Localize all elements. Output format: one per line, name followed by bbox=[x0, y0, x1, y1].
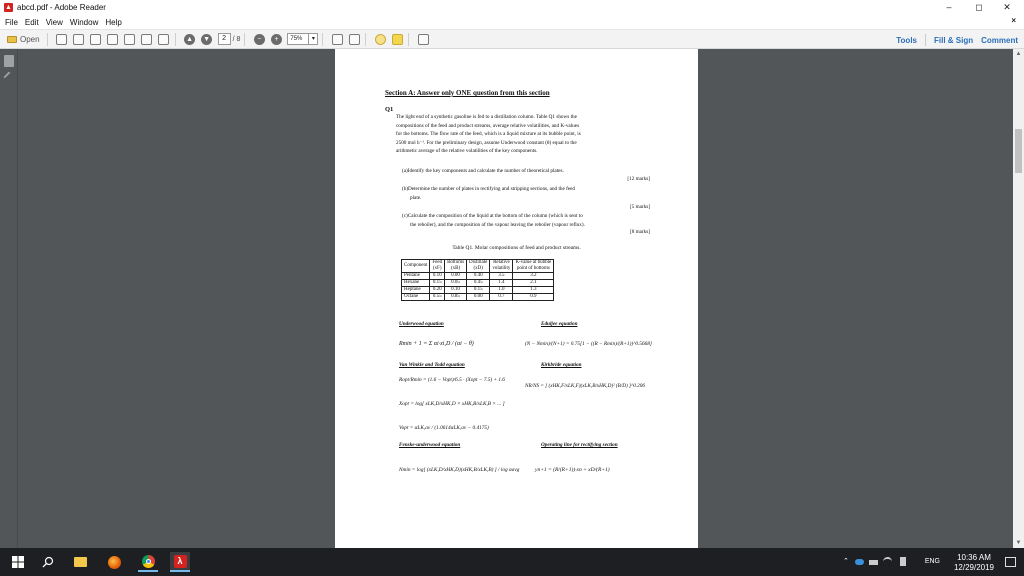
scrollbar-thumb[interactable] bbox=[1015, 129, 1022, 173]
header-subtext: volatility bbox=[492, 266, 511, 271]
onedrive-icon[interactable] bbox=[855, 559, 864, 565]
divider bbox=[322, 33, 323, 46]
divider bbox=[365, 33, 366, 46]
cell: 2.1 bbox=[513, 280, 554, 287]
edit-pdf-button[interactable] bbox=[72, 32, 86, 46]
chrome-shape bbox=[142, 555, 155, 568]
print-button[interactable] bbox=[140, 32, 154, 46]
divider bbox=[47, 33, 48, 46]
menu-window[interactable]: Window bbox=[69, 17, 99, 27]
question-number: Q1 bbox=[385, 106, 394, 113]
cell: 0.85 bbox=[445, 294, 467, 301]
share-button[interactable] bbox=[106, 32, 120, 46]
email-icon bbox=[158, 34, 169, 45]
menu-file[interactable]: File bbox=[5, 17, 18, 27]
van-winkle-equation-3: Vopt = αLK,av / (1.0614αLK,av − 0.4175) bbox=[399, 425, 489, 431]
operating-line-equation: yn+1 = (R/(R+1))·xn + xD/(R+1) bbox=[535, 467, 610, 473]
intro-line: for the bottoms. The flow rate of the feed, which is a liquid mixture at its bubble point, is bbox=[396, 131, 581, 138]
header-text: Feed bbox=[432, 260, 443, 265]
cell: Pentane bbox=[402, 273, 430, 280]
file-explorer-icon[interactable] bbox=[70, 552, 90, 572]
van-winkle-label: Van Winkle and Todd equation bbox=[399, 362, 465, 368]
minimize-button[interactable]: – bbox=[946, 2, 952, 12]
cell: 1.4 bbox=[490, 280, 513, 287]
next-page-button[interactable] bbox=[200, 32, 214, 46]
question-c-line: (c)Calculate the composition of the liquid at the bottom of the column (which is sent to bbox=[402, 213, 583, 219]
header-subtext: point of bottoms bbox=[516, 266, 550, 271]
section-title: Section A: Answer only ONE question from this section bbox=[385, 89, 550, 97]
cell: 0.10 bbox=[445, 287, 467, 294]
kirkbride-equation: NR/NS = [ (xHK,F/xLK,F)(xLK,B/xHK,D)² (B/D) ]^0.206 bbox=[525, 383, 645, 389]
comment-link[interactable]: Comment bbox=[981, 35, 1018, 45]
intro-line: compositions of the feed and product streams, average relative volatilities, and K-values bbox=[396, 122, 580, 129]
question-c-line: the reboiler), and the composition of the vapour leaving the reboiler (vapour reflux). bbox=[410, 221, 585, 228]
fit-page-icon bbox=[332, 34, 343, 45]
header-subtext: (xD) bbox=[473, 266, 483, 271]
cell: 0.55 bbox=[430, 294, 445, 301]
save-icon bbox=[124, 34, 135, 45]
pdf-page bbox=[335, 49, 698, 548]
page-number-input[interactable]: 2 bbox=[218, 33, 231, 45]
van-winkle-equation-1: Ropt/Rmin = (1.6 − Vopt)/6.5 · (Xopt − 7.5) + 1.6 bbox=[399, 377, 505, 383]
divider bbox=[244, 33, 245, 46]
cell: 1.0 bbox=[490, 287, 513, 294]
cell: 0.15 bbox=[467, 287, 490, 294]
windows-start-icon[interactable] bbox=[8, 552, 28, 572]
header-feed bbox=[430, 260, 445, 273]
share-icon bbox=[107, 34, 118, 45]
cell: 1.3 bbox=[513, 287, 554, 294]
close-button[interactable]: ✕ bbox=[1003, 2, 1011, 12]
menu-help[interactable]: Help bbox=[105, 17, 122, 27]
marks-a: [12 marks] bbox=[627, 176, 650, 182]
header-distillate bbox=[467, 260, 490, 273]
header-text: Component bbox=[404, 263, 428, 268]
question-b-line: (b)Determine the number of plates in rectifying and stripping sections, and the feed bbox=[402, 186, 576, 192]
save-button[interactable] bbox=[123, 32, 137, 46]
firefox-icon[interactable] bbox=[104, 552, 124, 572]
fit-width-icon bbox=[349, 34, 360, 45]
underwood-label: Underwood equation bbox=[399, 321, 444, 327]
page-thumbnails-icon[interactable] bbox=[4, 55, 14, 67]
van-winkle-equation-2: Xopt = log[ xLK,D/xHK,D × xHK,B/xLK,B × ... ] bbox=[399, 401, 505, 407]
menu-edit[interactable]: Edit bbox=[24, 17, 39, 27]
firefox-shape bbox=[108, 556, 121, 569]
print-icon bbox=[141, 34, 152, 45]
minus-icon: − bbox=[254, 34, 265, 45]
fit-width-button[interactable] bbox=[347, 32, 361, 46]
cell: 0.00 bbox=[467, 294, 490, 301]
table-row bbox=[402, 280, 554, 287]
intro-paragraph bbox=[396, 113, 581, 156]
header-volatility bbox=[490, 260, 513, 273]
header-component bbox=[402, 260, 430, 273]
close-document-icon[interactable]: × bbox=[1011, 16, 1016, 25]
cell: 3.2 bbox=[513, 273, 554, 280]
cell: 3.5 bbox=[490, 273, 513, 280]
folder-icon bbox=[7, 36, 17, 43]
header-text: Distillate bbox=[469, 260, 488, 265]
battery-icon[interactable] bbox=[869, 560, 878, 565]
comment-icon bbox=[375, 34, 386, 45]
eduljee-label: Eduljee equation bbox=[541, 321, 578, 327]
header-kvalue bbox=[513, 260, 554, 273]
cell: Octane bbox=[402, 294, 430, 301]
fill-sign-link[interactable]: Fill & Sign bbox=[934, 35, 974, 45]
adobe-reader-taskbar-icon[interactable] bbox=[170, 552, 190, 572]
wifi-icon[interactable] bbox=[883, 557, 892, 566]
intro-line: arithmetic average of the relative volatilities of the key components. bbox=[396, 148, 538, 155]
table-row bbox=[402, 294, 554, 301]
table-header-row bbox=[402, 260, 554, 273]
cell: 0.20 bbox=[430, 287, 445, 294]
taskbar bbox=[0, 548, 1024, 576]
cell: 0.45 bbox=[467, 280, 490, 287]
expand-icon bbox=[418, 34, 429, 45]
email-button[interactable] bbox=[157, 32, 171, 46]
table-row bbox=[402, 273, 554, 280]
volume-icon[interactable] bbox=[900, 557, 906, 566]
create-pdf-button[interactable] bbox=[55, 32, 69, 46]
intro-line: The light end of a synthetic gasoline is fed to a distillation column. Table Q1 shows the bbox=[396, 114, 577, 120]
intro-line: 2500 mol h⁻¹. For the preliminary design, assume Underwood constant (θ) equal to the bbox=[396, 139, 577, 146]
underwood-equation: Rmin + 1 = Σ αi·xi,D / (αi − θ) bbox=[399, 341, 474, 347]
menu-view[interactable]: View bbox=[45, 17, 63, 27]
comment-bubble-button[interactable] bbox=[373, 32, 387, 46]
cell: Hexane bbox=[402, 280, 430, 287]
scroll-up-icon[interactable]: ▲ bbox=[1015, 51, 1022, 57]
expand-button[interactable] bbox=[416, 32, 430, 46]
fit-page-button[interactable] bbox=[330, 32, 344, 46]
table-row bbox=[402, 287, 554, 294]
page-total: / 8 bbox=[232, 35, 241, 43]
language-indicator[interactable]: ENG bbox=[924, 558, 940, 565]
highlight-button[interactable] bbox=[390, 32, 404, 46]
fenske-equation: Nmin = log[ (xLK,D/xHK,D)(xHK,B/xLK,B) ] / log αavg bbox=[399, 467, 520, 473]
clock[interactable] bbox=[954, 553, 994, 573]
cell: 0.15 bbox=[430, 280, 445, 287]
arrow-up-icon: ▲ bbox=[184, 34, 195, 45]
zoom-out-button[interactable] bbox=[252, 32, 266, 46]
clock-time: 10:36 AM bbox=[957, 553, 991, 562]
highlight-icon bbox=[392, 34, 403, 45]
toolbar bbox=[0, 29, 1024, 49]
cell: 0.40 bbox=[467, 273, 490, 280]
adobe-reader-icon: ▲ bbox=[5, 4, 12, 11]
header-subtext: (xB) bbox=[450, 266, 461, 271]
right-panel-links bbox=[888, 30, 1018, 50]
marks-c: [8 marks] bbox=[629, 229, 650, 235]
question-c bbox=[402, 212, 585, 229]
table-caption: Table Q1. Molar compositions of feed and product streams. bbox=[452, 245, 581, 251]
document-viewer bbox=[18, 49, 1013, 548]
open-label: Open bbox=[20, 34, 40, 44]
window-title: abcd.pdf - Adobe Reader bbox=[17, 3, 106, 12]
operating-line-label: Operating line for rectifying section bbox=[541, 442, 618, 448]
sign-button[interactable] bbox=[89, 32, 103, 46]
marks-b: [5 marks] bbox=[629, 204, 650, 210]
plus-icon: + bbox=[271, 34, 282, 45]
create-pdf-icon bbox=[56, 34, 67, 45]
header-text: K-value at bubble bbox=[515, 260, 552, 265]
question-a: (a)Identify the key components and calculate the number of theoretical plates. bbox=[402, 168, 564, 174]
cell: 0.05 bbox=[445, 280, 467, 287]
composition-table bbox=[401, 259, 554, 301]
header-bottoms bbox=[445, 260, 467, 273]
divider bbox=[175, 33, 176, 46]
search-icon[interactable] bbox=[38, 552, 58, 572]
scroll-down-icon[interactable]: ▼ bbox=[1015, 540, 1022, 546]
notifications-icon[interactable] bbox=[1005, 557, 1016, 567]
fenske-label: Fenske-underwood equation bbox=[399, 442, 461, 448]
sign-icon bbox=[90, 34, 101, 45]
header-text: Bottoms bbox=[447, 260, 465, 265]
open-button[interactable] bbox=[4, 32, 43, 46]
file-explorer-shape bbox=[74, 557, 87, 567]
title-bar bbox=[0, 0, 1024, 15]
vertical-scrollbar[interactable] bbox=[1013, 49, 1024, 548]
header-text: Relative bbox=[493, 260, 510, 265]
header-subtext: (xF) bbox=[432, 266, 442, 271]
cell: 0.9 bbox=[513, 294, 554, 301]
clock-date: 12/29/2019 bbox=[953, 563, 994, 572]
tray-expand-icon[interactable]: ⌃ bbox=[843, 558, 849, 565]
question-b-line: plate. bbox=[410, 194, 422, 201]
cell: Heptane bbox=[402, 287, 430, 294]
chrome-icon[interactable] bbox=[138, 552, 158, 572]
zoom-in-button[interactable] bbox=[269, 32, 283, 46]
cell: 0.10 bbox=[430, 273, 445, 280]
divider bbox=[925, 34, 926, 46]
eduljee-equation: (N − Nmin)/(N+1) = 0.75[1 − ((R − Rmin)/(R+1))^0.5668] bbox=[525, 341, 652, 347]
maximize-button[interactable]: ◻ bbox=[975, 2, 983, 12]
previous-page-button[interactable] bbox=[183, 32, 197, 46]
menu-bar bbox=[0, 15, 1024, 29]
adobe-reader-shape: λ bbox=[174, 555, 187, 568]
edit-pdf-icon bbox=[73, 34, 84, 45]
zoom-dropdown-button[interactable]: ▾ bbox=[309, 33, 318, 45]
arrow-down-icon: ▼ bbox=[201, 34, 212, 45]
kirkbride-label: Kirkbride equation bbox=[541, 362, 582, 368]
cell: 0.7 bbox=[490, 294, 513, 301]
zoom-input[interactable]: 75% bbox=[287, 33, 309, 45]
question-b bbox=[402, 185, 575, 202]
divider bbox=[408, 33, 409, 46]
tools-link[interactable]: Tools bbox=[896, 35, 917, 45]
cell: 0.00 bbox=[445, 273, 467, 280]
navigation-panel bbox=[0, 49, 18, 548]
attachments-icon[interactable] bbox=[3, 71, 14, 82]
